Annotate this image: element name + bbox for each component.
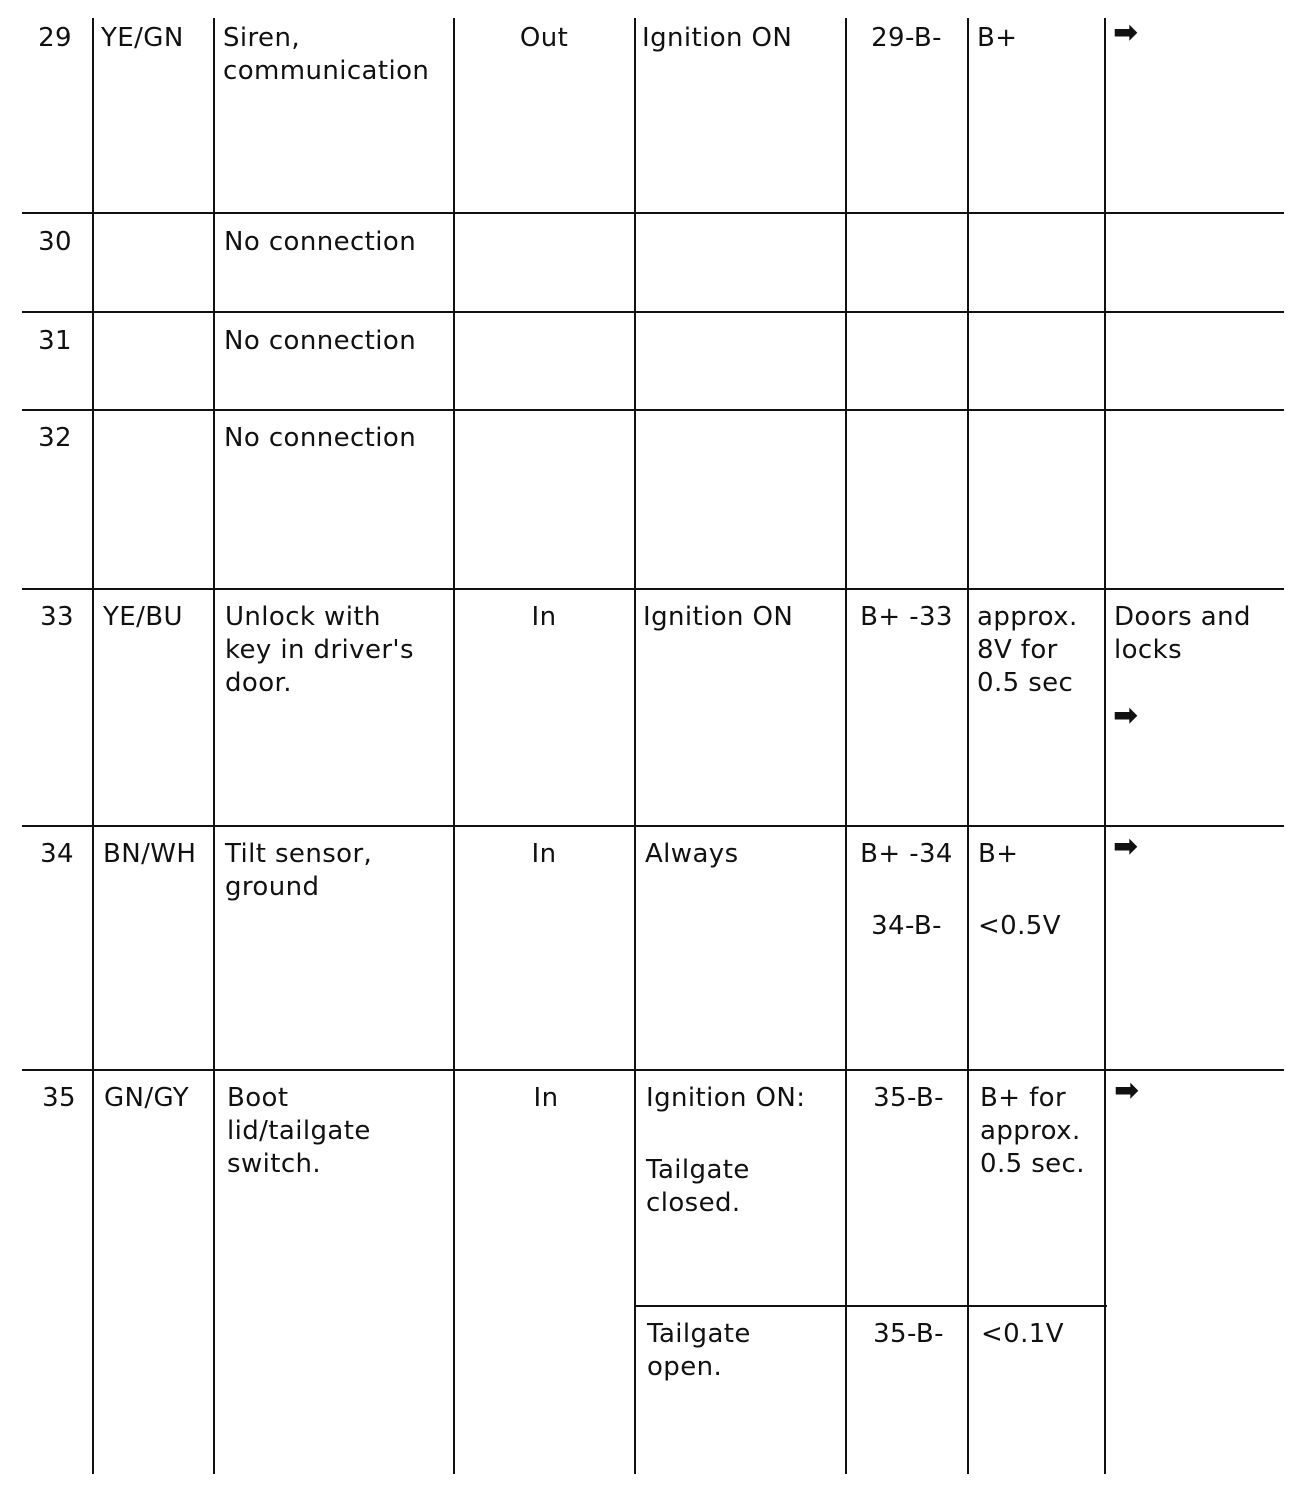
- measure-points: 35-B-: [873, 1083, 944, 1113]
- test-condition: Ignition ON: [642, 23, 793, 53]
- signal-direction: In: [531, 602, 557, 632]
- signal-direction: Out: [519, 23, 569, 53]
- nominal-value: B+: [977, 23, 1018, 53]
- pin-number: 29: [38, 23, 72, 53]
- column-divider-value: [967, 18, 969, 1474]
- test-condition-detail: Tailgate closed.: [646, 1155, 750, 1218]
- pin-number: 31: [38, 326, 72, 356]
- row-divider: [22, 825, 1284, 827]
- pin-description: Unlock with key in driver's door.: [225, 602, 414, 698]
- measure-points: 29-B-: [871, 23, 942, 53]
- signal-direction: In: [533, 1083, 559, 1113]
- test-condition: Tailgate open.: [647, 1319, 751, 1382]
- wire-color: BN/WH: [103, 839, 197, 869]
- pin-description: Tilt sensor, ground: [225, 839, 373, 902]
- nominal-value: <0.5V: [978, 911, 1061, 941]
- pin-number: 30: [38, 227, 72, 257]
- column-divider-condition: [634, 18, 636, 1474]
- test-condition: Always: [645, 839, 739, 869]
- row-divider: [22, 588, 1284, 590]
- measure-points: 35-B-: [873, 1319, 944, 1349]
- pin-description: No connection: [224, 326, 417, 356]
- row-divider: [22, 311, 1284, 313]
- sub-row-divider: [636, 1305, 1107, 1307]
- test-condition: Ignition ON:: [646, 1083, 806, 1113]
- wire-color: YE/BU: [103, 602, 183, 632]
- row-divider: [22, 409, 1284, 411]
- right-arrow-icon[interactable]: ➡: [1113, 829, 1139, 864]
- column-divider-direction: [453, 18, 455, 1474]
- column-divider-description: [213, 18, 215, 1474]
- right-arrow-icon[interactable]: ➡: [1113, 15, 1139, 50]
- nominal-value: B+ for approx. 0.5 sec.: [980, 1083, 1085, 1179]
- pin-description: Siren, communication: [223, 23, 430, 86]
- pin-number: 35: [42, 1083, 76, 1113]
- wire-color: GN/GY: [104, 1083, 190, 1113]
- right-arrow-icon[interactable]: ➡: [1114, 1073, 1140, 1108]
- pin-number: 33: [40, 602, 74, 632]
- column-divider-wire: [92, 18, 94, 1474]
- column-divider-reference: [1104, 18, 1106, 1474]
- column-divider-measure: [845, 18, 847, 1474]
- nominal-value: <0.1V: [981, 1319, 1064, 1349]
- test-condition: Ignition ON: [643, 602, 794, 632]
- measure-points: 34-B-: [871, 911, 942, 941]
- measure-points: B+ -34: [860, 839, 953, 869]
- pin-number: 32: [38, 423, 72, 453]
- measure-points: B+ -33: [860, 602, 953, 632]
- right-arrow-icon[interactable]: ➡: [1113, 698, 1139, 733]
- nominal-value: approx. 8V for 0.5 sec: [977, 602, 1078, 698]
- reference-link[interactable]: Doors and locks: [1114, 602, 1251, 665]
- pin-description: No connection: [224, 423, 417, 453]
- pin-number: 34: [40, 839, 74, 869]
- signal-direction: In: [531, 839, 557, 869]
- nominal-value: B+: [978, 839, 1019, 869]
- row-divider: [22, 212, 1284, 214]
- wire-color: YE/GN: [101, 23, 184, 53]
- pin-description: No connection: [224, 227, 417, 257]
- pin-description: Boot lid/tailgate switch.: [227, 1083, 371, 1179]
- row-divider: [22, 1069, 1284, 1071]
